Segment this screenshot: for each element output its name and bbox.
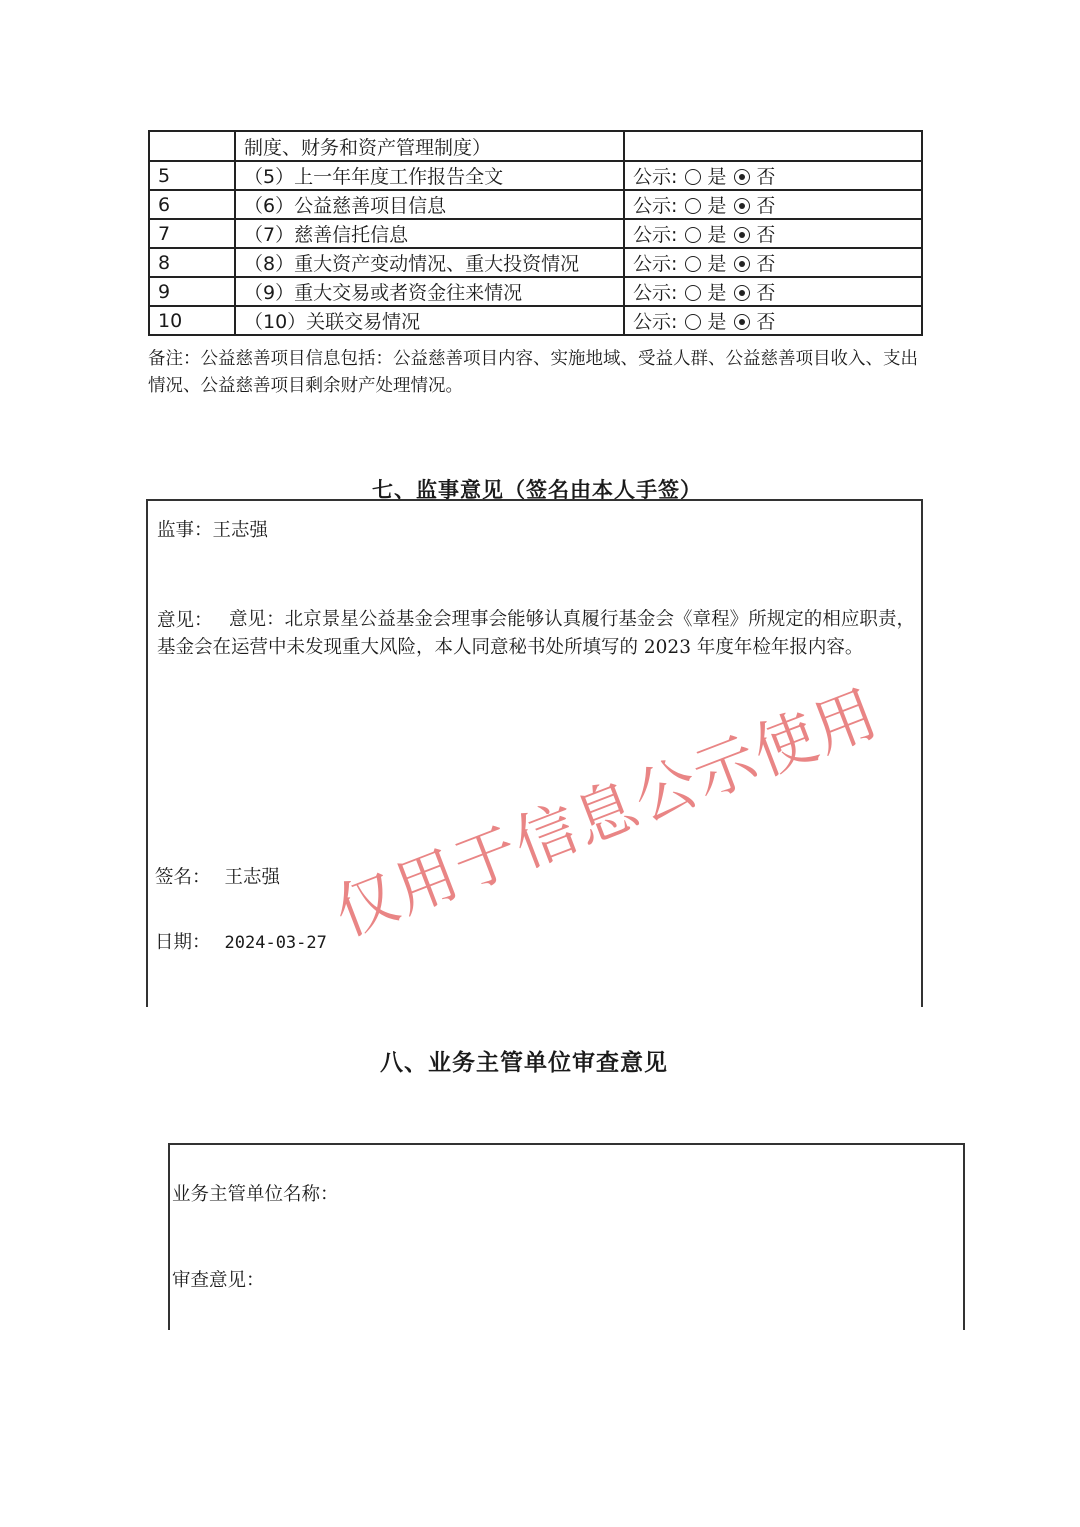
no-label: 否 [756, 195, 776, 217]
radio-no-selected-icon[interactable] [734, 227, 750, 243]
supervisor-label: 监事： [157, 520, 213, 541]
row-item: （8）重大资产变动情况、重大投资情况 [235, 248, 624, 277]
signature-name: 王志强 [224, 867, 281, 888]
table-row [149, 161, 922, 190]
disclosure-label: 公示: [633, 282, 678, 304]
row-item: （6）公益慈善项目信息 [235, 190, 624, 219]
yes-label: 是 [707, 311, 727, 333]
row-item: （10）关联交易情况 [235, 306, 624, 335]
table-row [149, 190, 922, 219]
section8-title: 八、业务主管单位审查意见 [380, 1049, 668, 1076]
yes-label: 是 [707, 253, 727, 275]
opinion-text: 意见：北京景星公益基金会理事会能够认真履行基金会《章程》所规定的相应职责，基金会在运营中未发现重大风险，本人同意秘书处所填写的 2023 年度年检年报内容。 [157, 609, 915, 658]
table-cell [149, 131, 235, 161]
radio-yes-icon[interactable] [685, 227, 701, 243]
unit-label: 业务主管单位名称： [172, 1184, 339, 1205]
table-note: 备注：公益慈善项目信息包括：公益慈善项目内容、实施地域、受益人群、公益慈善项目收入、支出情况、公益慈善项目剩余财产处理情况。 [148, 349, 918, 396]
yes-label: 是 [707, 195, 727, 217]
review-label: 审查意见： [172, 1270, 265, 1291]
radio-no-selected-icon[interactable] [734, 285, 750, 301]
radio-yes-icon[interactable] [685, 256, 701, 272]
radio-yes-icon[interactable] [685, 198, 701, 214]
radio-yes-icon[interactable] [685, 169, 701, 185]
radio-yes-icon[interactable] [685, 285, 701, 301]
disclosure-cell [624, 219, 922, 248]
row-number: 10 [149, 306, 235, 335]
row-item: （9）重大交易或者资金往来情况 [235, 277, 624, 306]
review-opinion-box [168, 1143, 965, 1330]
signature-row [155, 863, 280, 889]
disclosure-cell [624, 277, 922, 306]
table-cell-item: 制度、财务和资产管理制度） [235, 131, 624, 161]
no-label: 否 [756, 311, 776, 333]
yes-label: 是 [707, 282, 727, 304]
disclosure-cell [624, 161, 922, 190]
no-label: 否 [756, 282, 776, 304]
table-row [149, 277, 922, 306]
disclosure-label: 公示: [633, 311, 678, 333]
row-number: 9 [149, 277, 235, 306]
disclosure-label: 公示: [633, 195, 678, 217]
disclosure-label: 公示: [633, 166, 678, 188]
disclosure-label: 公示: [633, 224, 678, 246]
no-label: 否 [756, 253, 776, 275]
row-number: 6 [149, 190, 235, 219]
disclosure-cell [624, 248, 922, 277]
row-item: （5）上一年年度工作报告全文 [235, 161, 624, 190]
table-row [149, 219, 922, 248]
yes-label: 是 [707, 224, 727, 246]
watermark-stamp: 仅用于信息公示使用 [324, 675, 889, 951]
row-number: 7 [149, 219, 235, 248]
row-number: 8 [149, 248, 235, 277]
row-number: 5 [149, 161, 235, 190]
radio-yes-icon[interactable] [685, 314, 701, 330]
no-label: 否 [756, 224, 776, 246]
date-value: 2024-03-27 [224, 933, 327, 953]
disclosure-table [148, 130, 923, 336]
row-item: （7）慈善信托信息 [235, 219, 624, 248]
table-row [149, 131, 922, 161]
disclosure-cell [624, 190, 922, 219]
disclosure-label: 公示: [633, 253, 678, 275]
radio-no-selected-icon[interactable] [734, 256, 750, 272]
table-row [149, 306, 922, 335]
date-label: 日期： [155, 932, 211, 953]
disclosure-cell [624, 306, 922, 335]
supervisor-row [157, 516, 268, 542]
opinion-label: 意见： [157, 610, 213, 631]
signature-label: 签名： [155, 867, 211, 888]
no-label: 否 [756, 166, 776, 188]
radio-no-selected-icon[interactable] [734, 169, 750, 185]
radio-no-selected-icon[interactable] [734, 198, 750, 214]
table-row [149, 248, 922, 277]
section7-title: 七、监事意见（签名由本人手签） [372, 477, 702, 502]
yes-label: 是 [707, 166, 727, 188]
supervisor-name: 王志强 [212, 520, 269, 541]
date-row [155, 928, 327, 954]
table-cell [624, 131, 922, 161]
radio-no-selected-icon[interactable] [734, 314, 750, 330]
